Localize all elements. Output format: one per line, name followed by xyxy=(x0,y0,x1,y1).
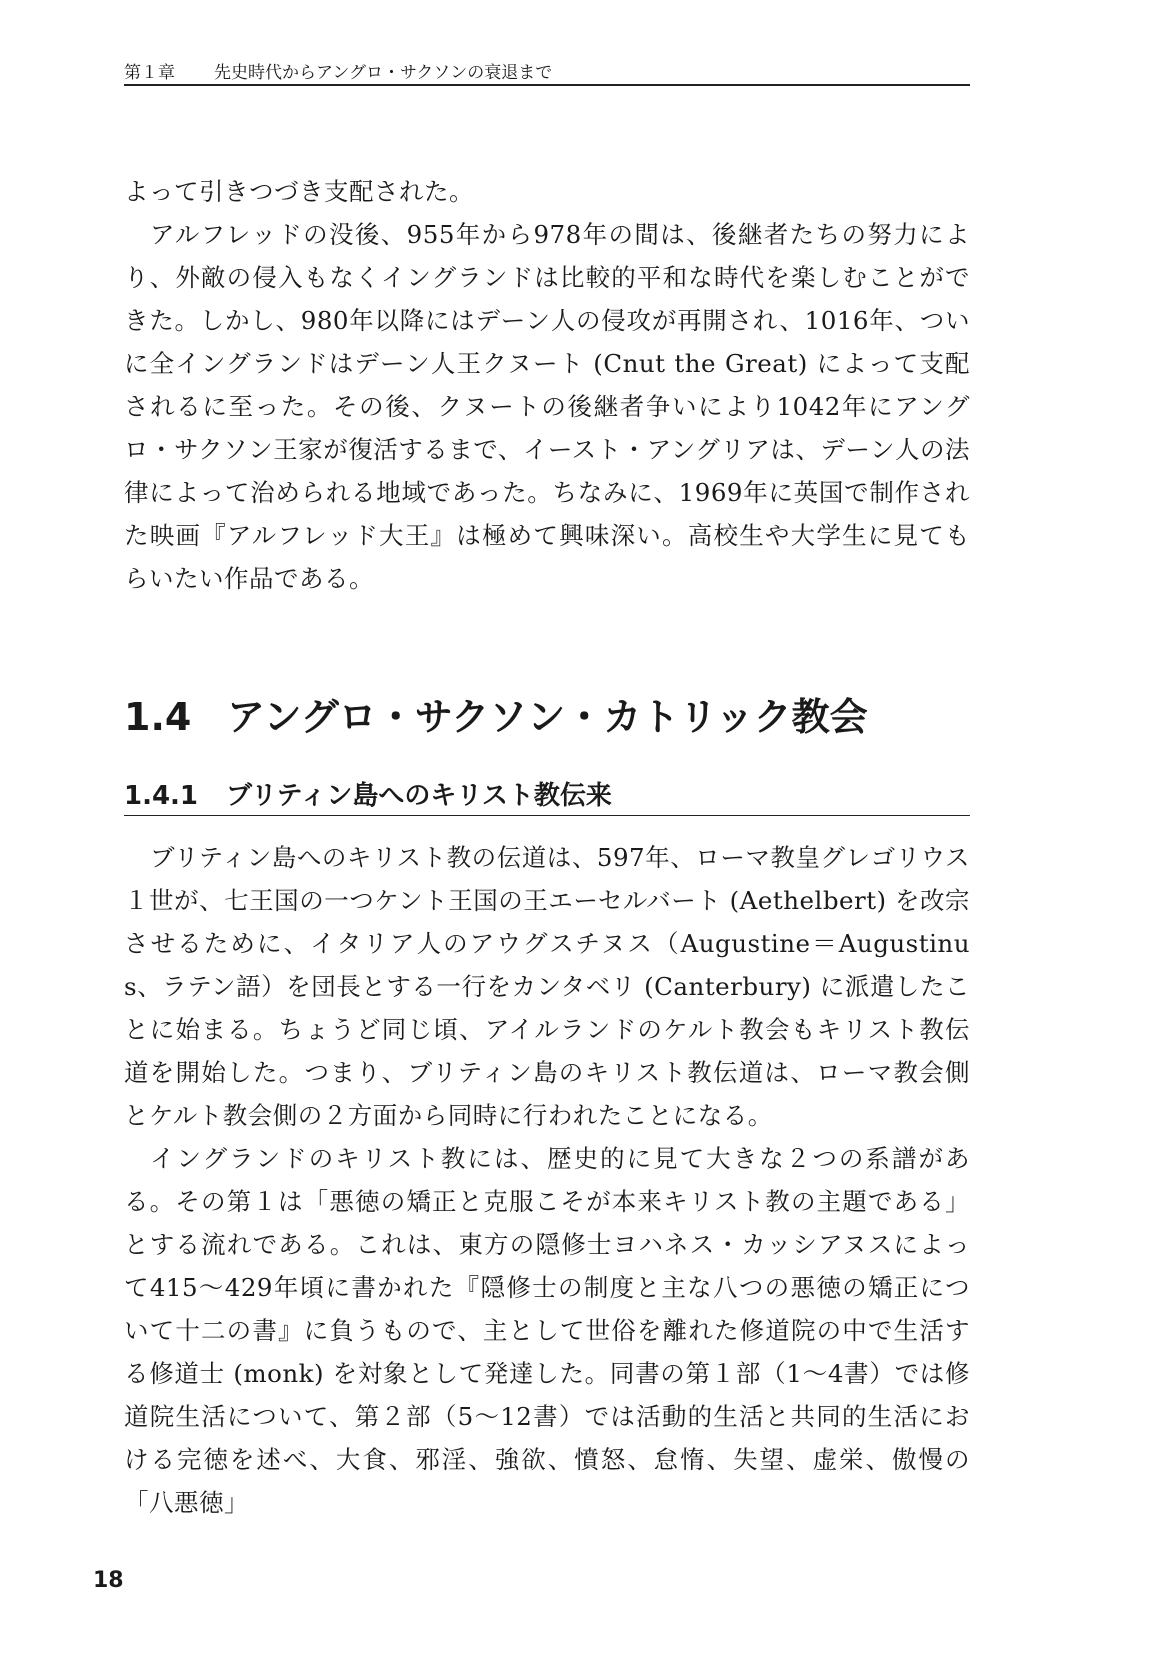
section-heading xyxy=(124,686,970,741)
chapter-title: 先史時代からアングロ・サクソンの衰退まで xyxy=(214,63,553,83)
running-head xyxy=(124,54,970,86)
paragraph: ブリティン島へのキリスト教の伝道は、597年、ローマ教皇グレゴリウス１世が、七王国の一つケント王国の王エーセルバート (Aethelbert) を改宗させるために、イタリア人のアウグスチヌス（Augustine＝Augustinus、ラテン語）を団長とする一行をカンタベリ (Canterbury) に派遣したことに始まる。ちょうど同じ頃、アイルランドのケルト教会もキリスト教伝道を開始した。つまり、ブリティン島のキリスト教伝道は、ローマ教会側とケルト教会側の２方面から同時に行われたことになる。 xyxy=(124,843,970,1130)
paragraph: イングランドのキリスト教には、歴史的に見て大きな２つの系譜がある。その第１は「悪徳の矯正と克服こそが本来キリスト教の主題である」とする流れである。これは、東方の隠修士ヨハネス・カッシアヌスによって415～429年頃に書かれた『隠修士の制度と主な八つの悪徳の矯正について十二の書』に負うもので、主として世俗を離れた修道院の中で生活する修道士 (monk) を対象として発達した。同書の第１部（1～4書）では修道院生活について、第２部（5～12書）では活動的生活と共同的生活における完徳を述べ、大食、邪淫、強欲、憤怒、怠惰、失望、虚栄、傲慢の「八悪徳」 xyxy=(124,1144,970,1517)
subsection-heading xyxy=(124,775,970,816)
subsection-title: ブリティン島へのキリスト教伝来 xyxy=(226,781,612,811)
body-text-top xyxy=(124,170,970,600)
section-title: アングロ・サクソン・カトリック教会 xyxy=(227,695,868,739)
paragraph: アルフレッドの没後、955年から978年の間は、後継者たちの努力により、外敵の侵入もなくイングランドは比較的平和な時代を楽しむことができた。しかし、980年以降にはデーン人の侵攻が再開され、1016年、ついに全イングランドはデーン人王クヌート (Cnut the Great) によって支配されるに至った。その後、クヌートの後継者争いにより1042年にアングロ・サクソン王家が復活するまで、イースト・アングリアは、デーン人の法律によって治められる地域であった。ちなみに、1969年に英国で制作された映画『アルフレッド大王』は極めて興味深い。高校生や大学生に見てもらいたい作品である。 xyxy=(124,220,970,593)
subsection-number: 1.4.1 xyxy=(124,781,199,811)
page-number: 18 xyxy=(93,1568,124,1593)
chapter-label: 第１章 xyxy=(124,63,175,83)
paragraph-continuation: よって引きつづき支配された。 xyxy=(124,177,474,206)
section-number: 1.4 xyxy=(124,695,192,739)
body-text-bottom xyxy=(124,836,970,1524)
